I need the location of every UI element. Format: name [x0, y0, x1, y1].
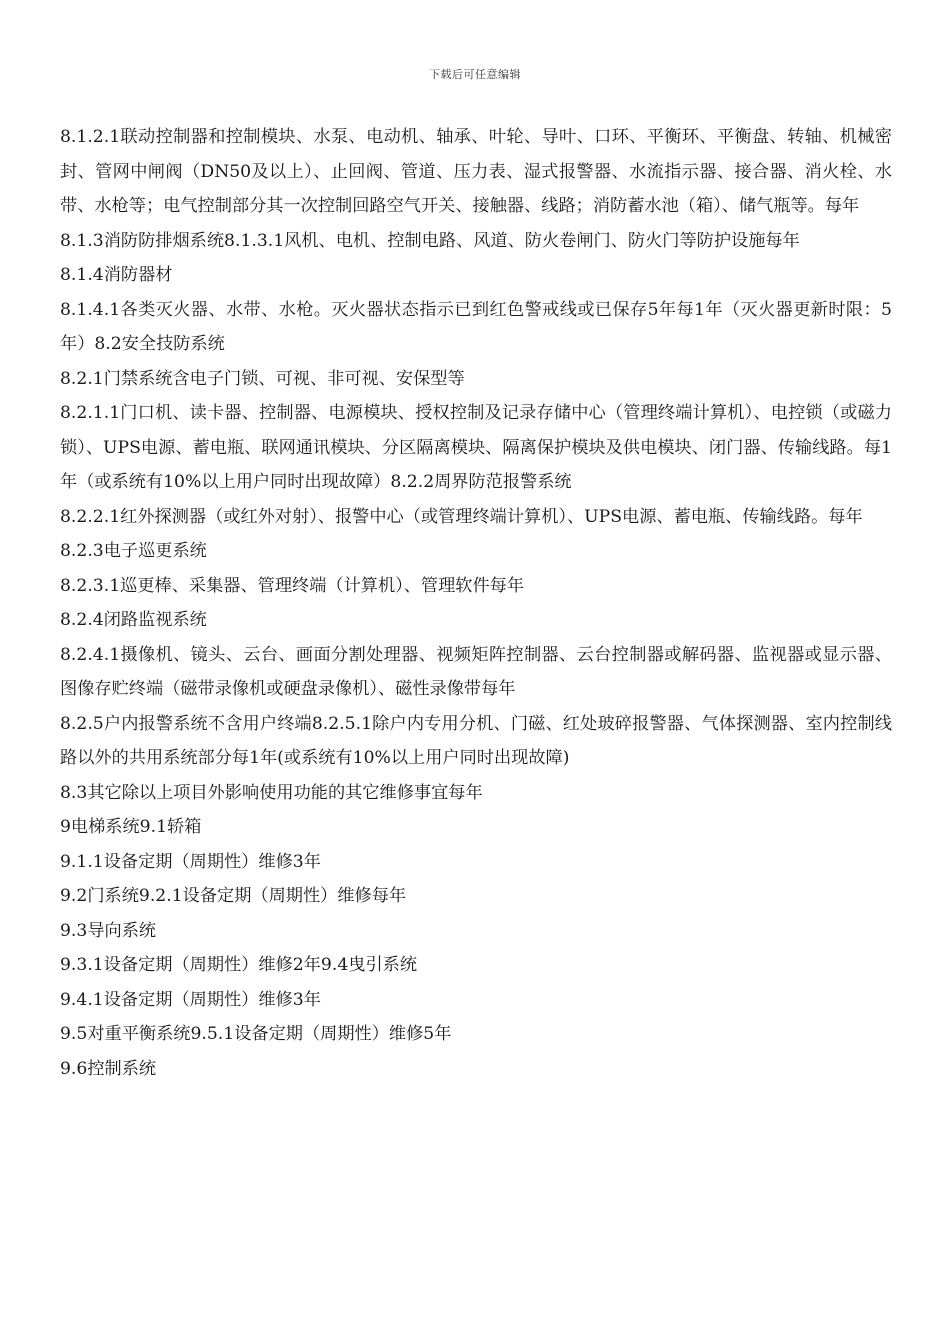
paragraph: 8.2.4闭路监视系统 — [60, 610, 207, 630]
paragraph: 8.1.2.1联动控制器和控制模块、水泵、电动机、轴承、叶轮、导叶、口环、平衡环、平衡盘、转轴、机械密封、管网中闸阀（DN50及以上）、止回阀、管道、压力表、湿式报警器、水流指示器、接合器、消火栓、水带、水枪等；电气控制部分其一次控制回路空气开关、接触器、线路；消防蓄水池（箱）、储气瓶等。每年 — [60, 127, 892, 216]
paragraph: 8.1.4.1各类灭火器、水带、水枪。灭火器状态指示已到红色警戒线或已保存5年每1年（灭火器更新时限：5年）8.2安全技防系统 — [60, 299, 892, 354]
paragraph: 8.2.3.1巡更棒、采集器、管理终端（计算机）、管理软件每年 — [60, 575, 525, 596]
paragraph: 8.1.4消防器材 — [60, 265, 173, 285]
paragraph: 9.2门系统9.2.1设备定期（周期性）维修每年 — [60, 886, 407, 906]
page-header-note: 下载后可任意编辑 — [429, 68, 521, 81]
paragraph: 9.1.1设备定期（周期性）维修3年 — [60, 851, 321, 872]
document-body — [60, 120, 892, 1086]
paragraph: 8.2.1门禁系统含电子门锁、可视、非可视、安保型等 — [60, 368, 465, 389]
paragraph: 9.4.1设备定期（周期性）维修3年 — [60, 989, 321, 1010]
paragraph: 9.3.1设备定期（周期性）维修2年9.4曳引系统 — [60, 955, 418, 975]
paragraph: 8.1.3消防防排烟系统8.1.3.1风机、电机、控制电路、风道、防火卷闸门、防火门等防护设施每年 — [60, 230, 800, 251]
paragraph: 8.2.2.1红外探测器（或红外对射）、报警中心（或管理终端计算机）、UPS电源、蓄电瓶、传输线路。每年 — [60, 506, 863, 527]
paragraph: 9.3导向系统 — [60, 920, 157, 941]
paragraph: 8.2.5户内报警系统不含用户终端8.2.5.1除户内专用分机、门磁、红处玻碎报警器、气体探测器、室内控制线路以外的共用系统部分每1年(或系统有10%以上用户同时出现故障) — [60, 713, 892, 768]
paragraph: 9.6控制系统 — [60, 1058, 157, 1079]
paragraph: 9.5对重平衡系统9.5.1设备定期（周期性）维修5年 — [60, 1024, 452, 1044]
paragraph: 8.2.1.1门口机、读卡器、控制器、电源模块、授权控制及记录存储中心（管理终端计算机）、电控锁（或磁力锁）、UPS电源、蓄电瓶、联网通讯模块、分区隔离模块、隔离保护模块及供电模块、闭门器、传输线路。每1年（或系统有10%以上用户同时出现故障）8.2.2周界防范报警系统 — [60, 403, 892, 492]
paragraph: 8.2.4.1摄像机、镜头、云台、画面分割处理器、视频矩阵控制器、云台控制器或解码器、监视器或显示器、图像存贮终端（磁带录像机或硬盘录像机）、磁性录像带每年 — [60, 644, 892, 699]
paragraph: 8.2.3电子巡更系统 — [60, 541, 207, 561]
paragraph: 9电梯系统9.1轿箱 — [60, 817, 202, 837]
paragraph: 8.3其它除以上项目外影响使用功能的其它维修事宜每年 — [60, 782, 483, 803]
